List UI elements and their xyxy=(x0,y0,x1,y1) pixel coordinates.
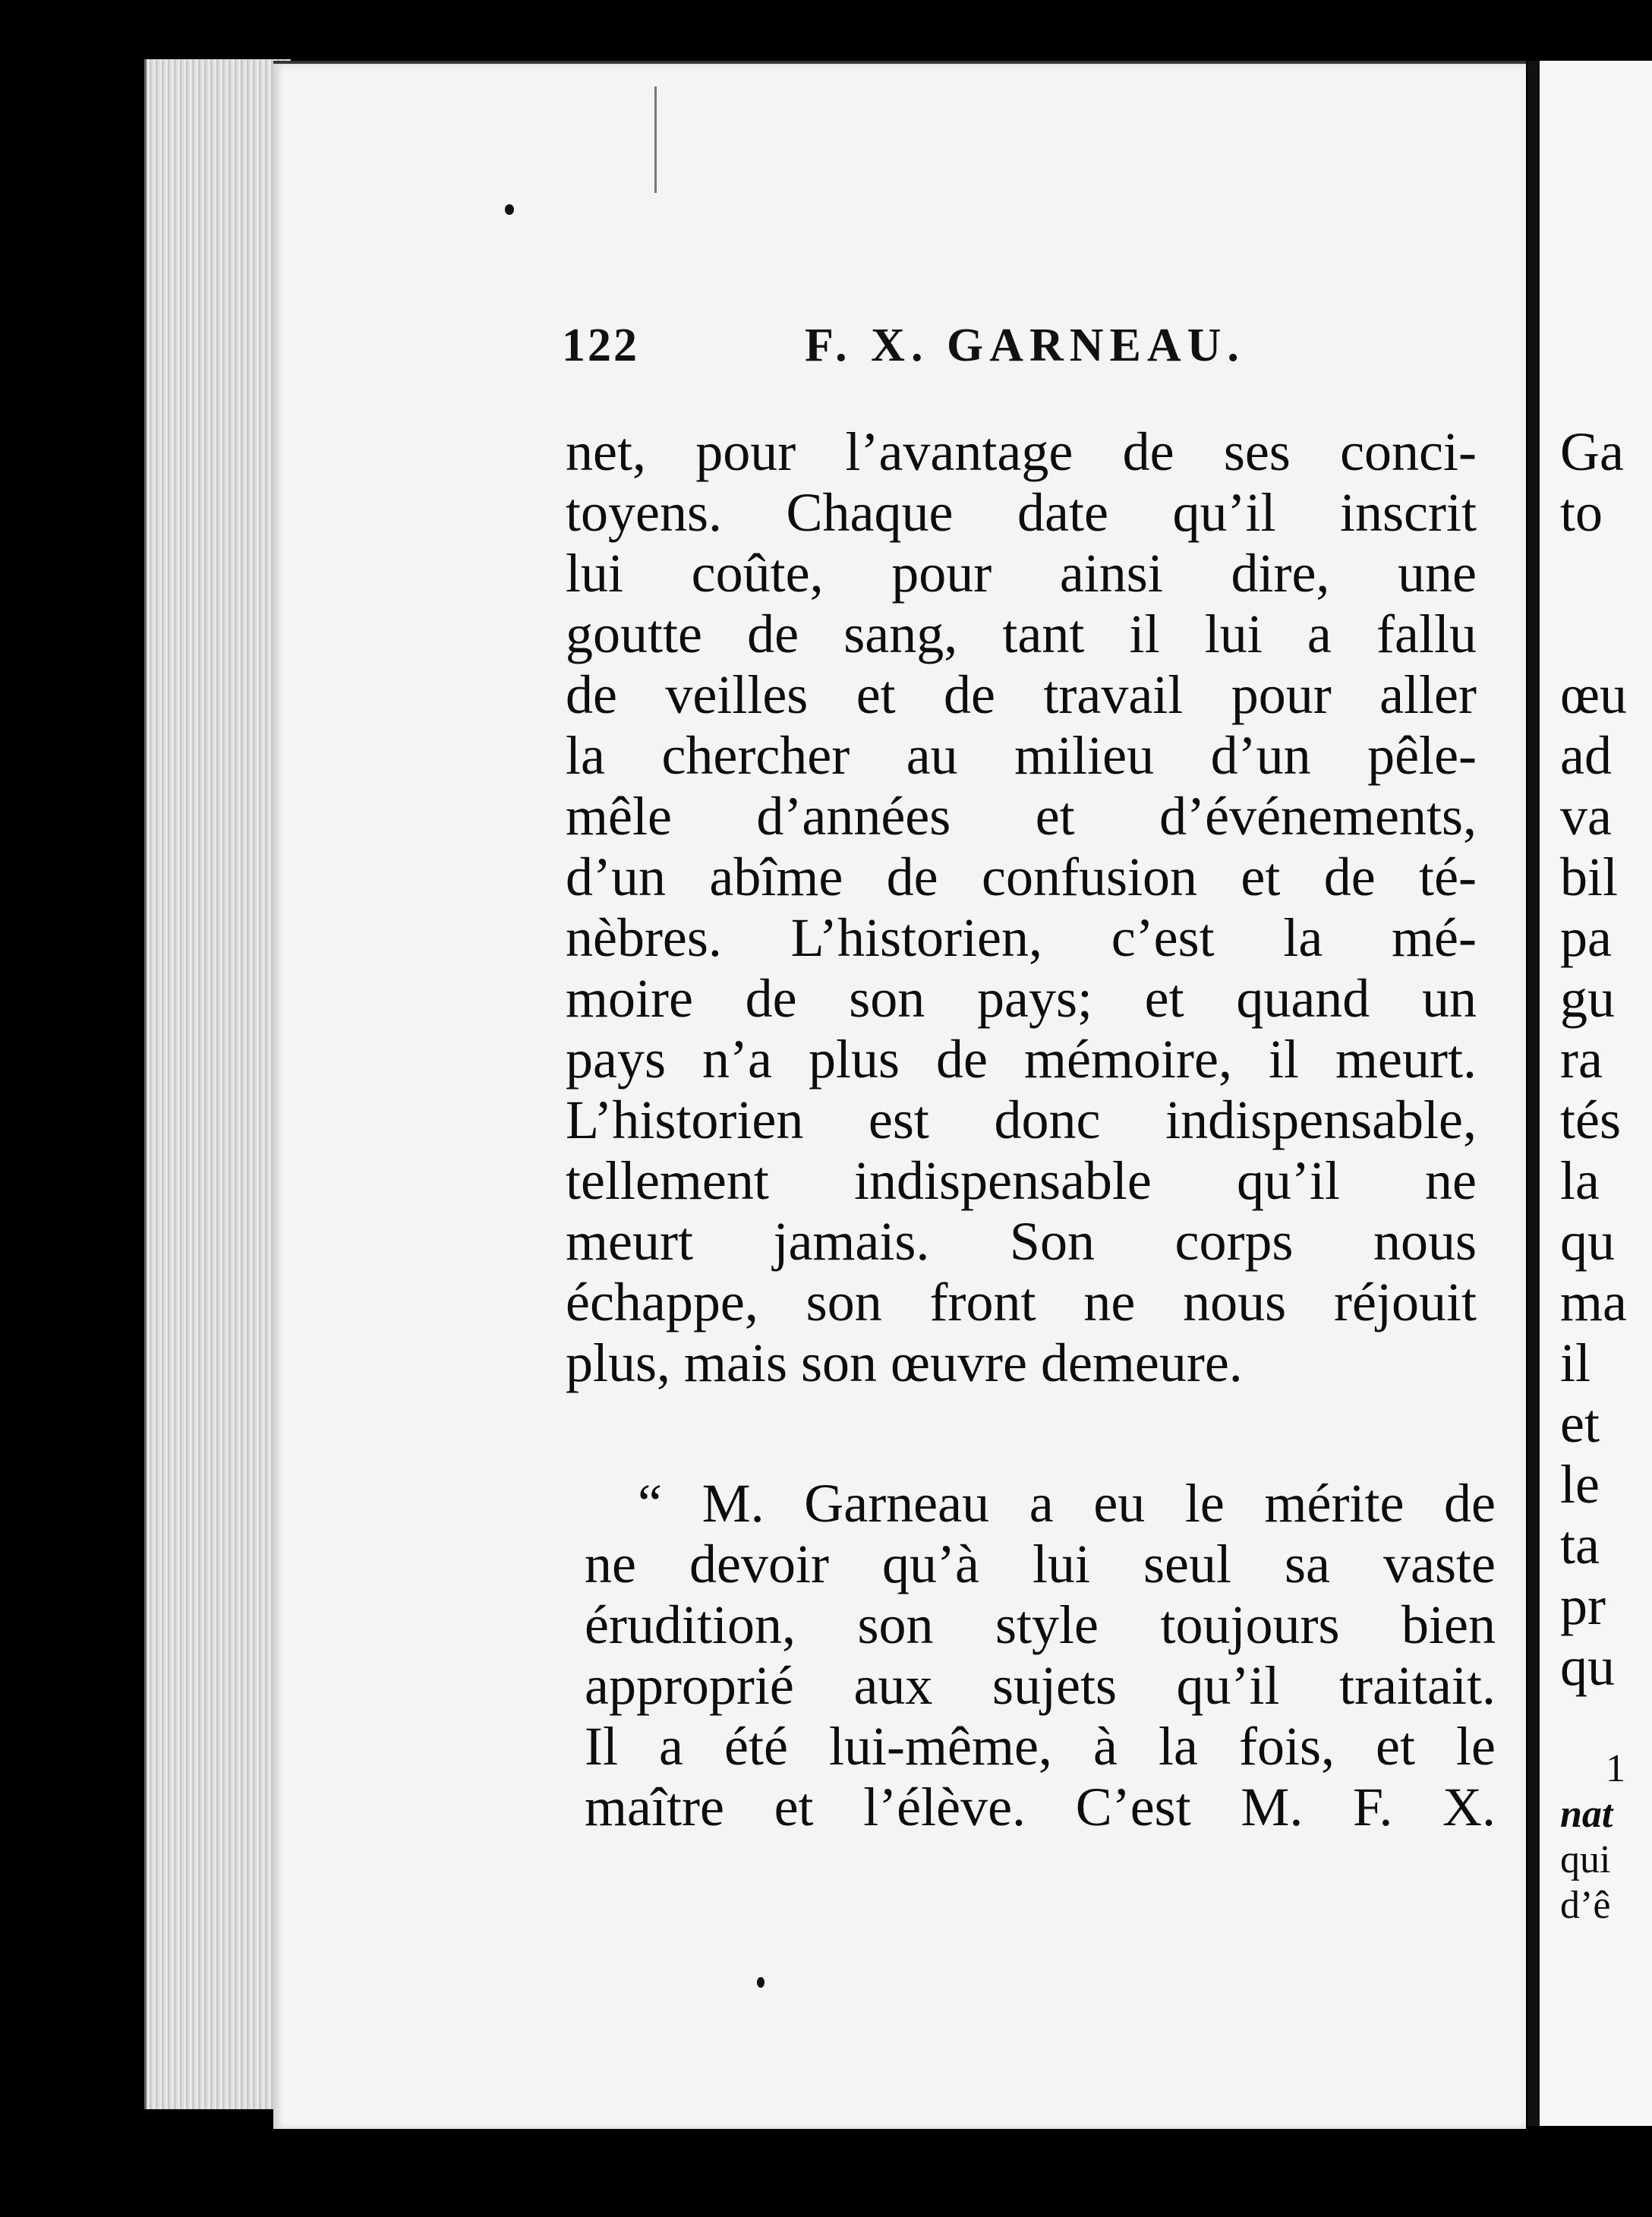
text-line: tellement indispensable qu’il ne xyxy=(566,1150,1477,1211)
fragment-line xyxy=(1560,543,1652,604)
fragment-line: to xyxy=(1560,482,1603,543)
fragment-line: la xyxy=(1560,1150,1600,1211)
body-paragraph-1 xyxy=(566,421,1477,1393)
fragment-line: ad xyxy=(1560,725,1612,786)
text-line: la chercher au milieu d’un pêle- xyxy=(566,725,1477,786)
fragment-line: et xyxy=(1560,1393,1600,1454)
text-line: “ M. Garneau a eu le mérite de xyxy=(638,1473,1496,1534)
fragment-line: Ga xyxy=(1560,421,1624,482)
page-number: 122 xyxy=(562,320,639,371)
footnote-line: 1 xyxy=(1606,1747,1625,1790)
fragment-line: tés xyxy=(1560,1090,1621,1150)
text-line: toyens. Chaque date qu’il inscrit xyxy=(566,482,1477,543)
fragment-line: le xyxy=(1560,1454,1600,1515)
text-line: meurt jamais. Son corps nous xyxy=(566,1211,1477,1272)
text-line: Il a été lui-même, à la fois, et le xyxy=(585,1716,1496,1777)
page-header xyxy=(562,319,1473,387)
text-line: maître et l’élève. C’est M. F. X. xyxy=(585,1777,1496,1837)
facing-page-footnote xyxy=(1560,1746,1652,1928)
running-head: F. X. GARNEAU. xyxy=(805,320,1245,371)
text-line: échappe, son front ne nous réjouit xyxy=(566,1272,1477,1332)
text-line: net, pour l’avantage de ses conci- xyxy=(566,421,1477,482)
fragment-line: qu xyxy=(1560,1211,1615,1272)
text-line: nèbres. L’historien, c’est la mé- xyxy=(566,907,1477,968)
text-line: plus, mais son œuvre demeure. xyxy=(566,1332,1243,1393)
fragment-line: va xyxy=(1560,786,1612,847)
footnote-line: qui xyxy=(1560,1838,1611,1881)
text-line: L’historien est donc indispensable, xyxy=(566,1090,1477,1150)
fragment-line: ma xyxy=(1560,1272,1627,1332)
fragment-line: œu xyxy=(1560,664,1627,725)
text-line: approprié aux sujets qu’il traitait. xyxy=(585,1655,1496,1716)
book-gutter xyxy=(1527,61,1540,2126)
text-line: pays n’a plus de mémoire, il meurt. xyxy=(566,1029,1477,1090)
footnote-line: d’ê xyxy=(1560,1884,1611,1927)
ink-speck xyxy=(757,1977,765,1988)
fragment-line: ra xyxy=(1560,1029,1603,1090)
fragment-line: qu xyxy=(1560,1636,1615,1697)
text-line: goutte de sang, tant il lui a fallu xyxy=(566,604,1477,664)
fragment-line xyxy=(1560,604,1652,664)
ink-speck xyxy=(505,204,514,215)
fragment-line: il xyxy=(1560,1332,1591,1393)
book-page-edges xyxy=(144,59,291,2109)
text-line: lui coûte, pour ainsi dire, une xyxy=(566,543,1477,604)
text-line: d’un abîme de confusion et de té- xyxy=(566,847,1477,907)
footnote-line: nat xyxy=(1560,1793,1613,1836)
fragment-line: pr xyxy=(1560,1575,1606,1636)
text-line: ne devoir qu’à lui seul sa vaste xyxy=(585,1534,1496,1594)
fragment-line: gu xyxy=(1560,968,1615,1029)
text-line: de veilles et de travail pour aller xyxy=(566,664,1477,725)
fragment-line: pa xyxy=(1560,907,1612,968)
fragment-line: ta xyxy=(1560,1515,1600,1575)
text-line: érudition, son style toujours bien xyxy=(585,1594,1496,1655)
fragment-line: bil xyxy=(1560,847,1619,907)
body-paragraph-2 xyxy=(585,1473,1496,1837)
page-crease xyxy=(654,87,657,193)
text-line: moire de son pays; et quand un xyxy=(566,968,1477,1029)
text-line: mêle d’années et d’événements, xyxy=(566,786,1477,847)
facing-page-text xyxy=(1560,421,1652,1697)
